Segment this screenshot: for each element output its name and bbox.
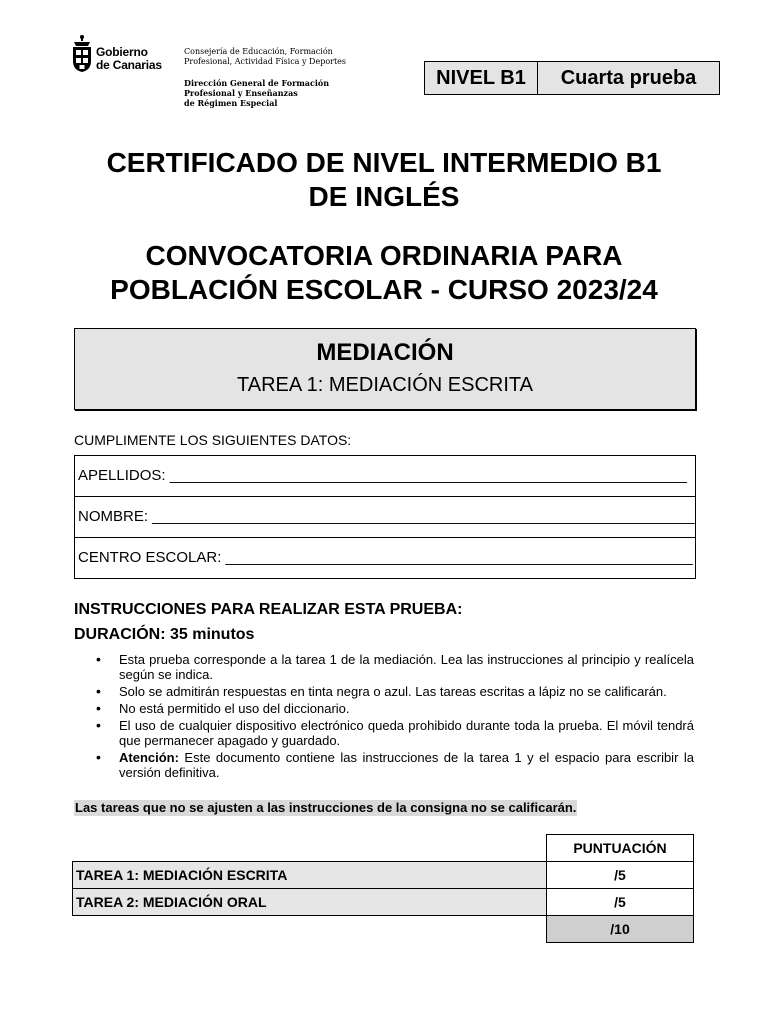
table-row	[73, 835, 694, 862]
school-field[interactable]: CENTRO ESCOLAR: ________________________________________________________	[75, 537, 695, 578]
level-box	[424, 61, 720, 95]
warning-note: Las tareas que no se ajusten a las instrucciones de la consigna no se calificarán.	[75, 800, 577, 815]
table-row	[73, 889, 694, 916]
list-item: • No está permitido el uso del diccionario.	[94, 701, 694, 716]
personal-data-form	[74, 455, 696, 579]
section-title: MEDIACIÓN	[316, 339, 454, 366]
task-points: /5	[547, 889, 694, 916]
directorate-name	[184, 78, 329, 108]
list-item: • El uso de cualquier dispositivo electrónico queda prohibido durante toda la prueba. El móvil tendrá que permanecer apagado y guardado.	[94, 718, 694, 748]
list-item: • Esta prueba corresponde a la tarea 1 de la mediación. Lea las instrucciones al principio y realícela según se indica.	[94, 652, 694, 682]
convocatoria-title	[40, 239, 728, 307]
title-line-2: DE INGLÉS	[308, 181, 460, 212]
level-label: NIVEL B1	[425, 62, 538, 94]
dept2-line: Profesional y Enseñanzas	[184, 88, 298, 98]
department-name	[184, 47, 346, 67]
total-points: /10	[547, 916, 694, 943]
title-line-4: POBLACIÓN ESCOLAR - CURSO 2023/24	[110, 274, 658, 305]
score-table	[72, 834, 694, 943]
list-item: • Solo se admitirán respuestas en tinta negra o azul. Las tareas escritas a lápiz no se calificarán.	[94, 684, 694, 699]
attention-label: Atención:	[119, 750, 179, 765]
duration-label: DURACIÓN:	[74, 626, 166, 643]
name-field[interactable]: NOMBRE: _________________________________________________________________	[75, 496, 695, 537]
section-subtitle: TAREA 1: MEDIACIÓN ESCRITA	[237, 374, 533, 396]
instructions-title: INSTRUCCIONES PARA REALIZAR ESTA PRUEBA:	[74, 601, 463, 618]
certificate-title	[40, 146, 728, 214]
score-header: PUNTUACIÓN	[547, 835, 694, 862]
title-line-1: CERTIFICADO DE NIVEL INTERMEDIO B1	[106, 147, 662, 178]
attention-text: Este documento contiene las instrucciones de la tarea 1 y el espacio para escribir la versión definitiva.	[119, 750, 694, 780]
duration	[74, 626, 254, 644]
table-cell-empty	[73, 916, 547, 943]
table-row	[73, 862, 694, 889]
instructions-list	[94, 652, 694, 782]
logo-line-2: de Canarias	[96, 58, 162, 72]
surname-field[interactable]: APELLIDOS: ______________________________________________________________	[78, 467, 687, 484]
duration-value: 35 minutos	[165, 626, 255, 643]
title-line-3: CONVOCATORIA ORDINARIA PARA	[145, 240, 623, 271]
logo-wordmark	[96, 46, 162, 72]
logo-line-1: Gobierno	[96, 45, 148, 59]
section-box	[74, 328, 696, 410]
task-name: TAREA 1: MEDIACIÓN ESCRITA	[73, 862, 547, 889]
dept-line: Consejería de Educación, Formación	[184, 47, 333, 56]
form-instruction: CUMPLIMENTE LOS SIGUIENTES DATOS:	[74, 432, 352, 448]
dept2-line: Dirección General de Formación	[184, 78, 330, 88]
test-label: Cuarta prueba	[560, 67, 697, 89]
dept2-line: de Régimen Especial	[184, 98, 278, 108]
list-item-attention	[94, 750, 694, 780]
table-row	[73, 916, 694, 943]
dept-line: Profesional, Actividad Física y Deportes	[184, 57, 347, 66]
task-name: TAREA 2: MEDIACIÓN ORAL	[73, 889, 547, 916]
table-cell-empty	[73, 835, 547, 862]
task-points: /5	[547, 862, 694, 889]
